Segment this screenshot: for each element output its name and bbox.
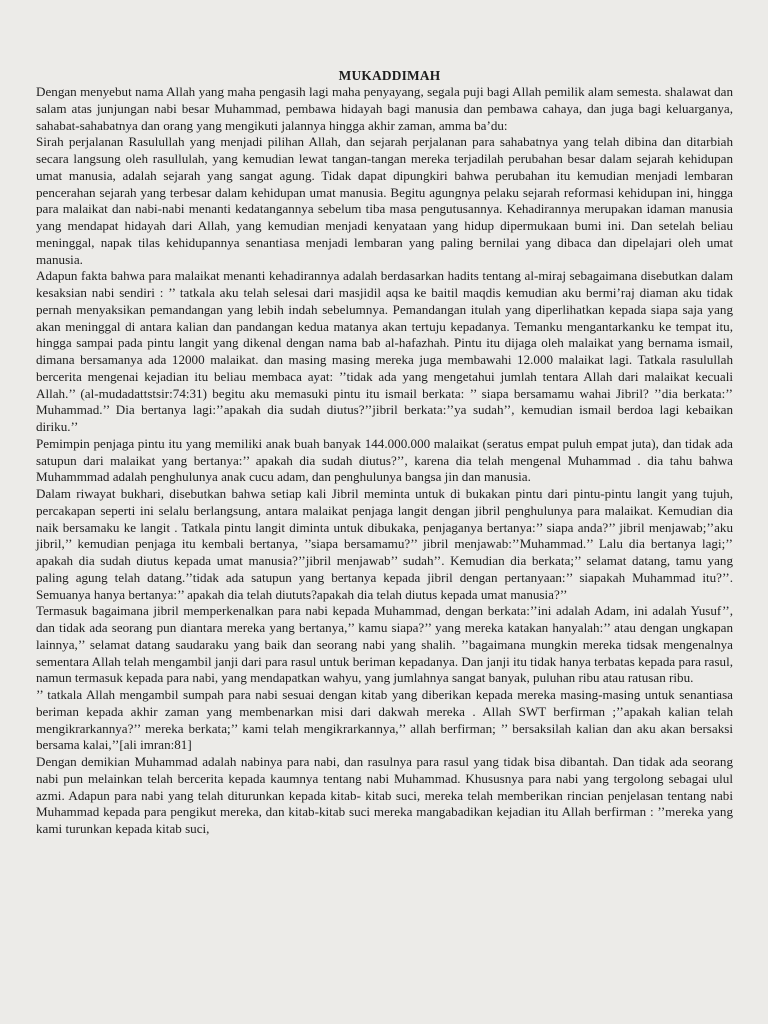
paragraph-miraj: Adapun fakta bahwa para malaikat menanti kehadirannya adalah berdasarkan hadits tentang al-miraj sebagaimana disebutkan dalam kesaksian nabi sendiri : ’’ tatkala aku telah selesai dari masjidil aqsa ke baitil maqdis kemudian aku bermi’raj diaman aku tidak pernah menyaksikan pemandangan yang lebih indah sebelumnya. Pemandangan itulah yang diperlihatkan kepada siapa saja yang akan meninggal di antara kalian dan pandangan kedua matanya akan tertuju kepadanya. Temanku mengantarkanku ke tempat itu, hingga sampai pada pintu langit yang dikenal dengan nama bab al-hafazhah. Pintu itu dijaga oleh malaikat yang bernama ismail, dimana bersamanya ada 12000 malaikat. dan masing masing mereka juga membawahi 12.000 malaikat lagi. Tatkala rasulullah bercerita mengenai kejadian itu beliau membaca ayat: ’’tidak ada yang mengetahui jumlah tentara Allah dari malaikat kecuali Allah.’’ (al-mudadattstsir:74:31) begitu aku memasuki pintu itu ismail berkata: ’’ siapa bersamamu wahai Jibril? ’’dia berkata:’’ Muhammad.’’ Dia bertanya lagi:’’apakah dia sudah diutus?’’jibril berkata:’’ya sudah’’, kemudian ismail berdoa lagi kebaikan diriku.’’: [36, 268, 733, 434]
paragraph-covenant: ’’ tatkala Allah mengambil sumpah para nabi sesuai dengan kitab yang diberikan kepada mereka masing-masing untuk senantiasa beriman kepada akhir zaman yang membenarkan misi dari dakwah mereka . Allah SWT berfirman ;’’apakah kalian telah mengikrarkannya?’’ mereka berkata;’’ kami telah mengikrarkannya,’’ allah berfirman; ’’ bersaksilah kalian dan aku akan bersaksi bersama kalai,’’[ali imran:81]: [36, 687, 733, 753]
paragraph-opening: Dengan menyebut nama Allah yang maha pengasih lagi maha penyayang, segala puji bagi Allah pemilik alam semesta. shalawat dan salam atas junjungan nabi besar Muhammad, pembawa hidayah bagi manusia dan pembawa cahaya, dan juga bagi keluarganya, sahabat-sahabatnya dan orang yang mengikuti jalannya hingga akhir zaman, amma ba’du:: [36, 84, 733, 133]
paragraph-gatekeeper: Pemimpin penjaga pintu itu yang memiliki anak buah banyak 144.000.000 malaikat (seratus empat puluh empat juta), dan tidak ada satupun dari malaikat yang bertanya:’’ apakah dia sudah diutus?’’, karena dia telah mengenal Muhammad . dia tahu bahwa Muhammmad adalah penghulunya anak cucu adam, dan penghulunya bangsa jin dan manusia.: [36, 435, 733, 485]
paragraph-sirah: Sirah perjalanan Rasulullah yang menjadi pilihan Allah, dan sejarah perjalanan para sahabatnya yang telah dibina dan ditarbiah secara langsung oleh rasullulah, yang kemudian lewat tangan-tangan mereka terjadilah perubahan besar dalam sejarah kehidupan umat manusia, adalah sejarah yang sangat agung. Tidak dapat dipungkiri bahwa perubahan itu kemudian menjadi lembaran pencerahan sejarah yang terbesar dalam kehidupan umat manusia. Begitu agungnya pelaku sejarah reformasi kehidupan ini, hingga para malaikat dan nabi-nabi menanti kedatangannya sebelum tiba masa pengutusannya. Kehadirannya merupakan idaman manusia yang mendapat hidayah dari Allah, yang kemudian menjadi kenyataan yang hidup dipermukaan bumi ini. Dan setelah beliau meninggal, napak tilas kehidupannya senantiasa menjadi lembaran yang paling bernilai yang dibaca dan dipelajari oleh umat manusia.: [36, 134, 733, 267]
document-body: [36, 67, 733, 838]
paragraph-prophets: Termasuk bagaimana jibril memperkenalkan para nabi kepada Muhammad, dengan berkata:’’ini adalah Adam, ini adalah Yusuf’’, dan tidak ada seorang pun diantara mereka yang bertanya,’’ kamu siapa?’’ yang mereka katakan hanyalah:’’ atau dengan ungkapan lainnya,’’ selamat datang saudaraku yang baik dan seorang nabi yang shalih. ’’bagaimana mungkin mereka tidsak mengenalnya sementara Allah telah mengambil janji dari para rasul untuk beriman kepadanya. Dan janji itu tidak hanya terbatas kepada para rasul, namun termasuk kepada para nabi, yang mendapatkan wahyu, yang jumlahnya sangat banyak, puluhan ribu atau ratusan ribu.: [36, 603, 733, 686]
paragraph-bukhari: Dalam riwayat bukhari, disebutkan bahwa setiap kali Jibril meminta untuk di bukakan pintu dari pintu-pintu langit yang tujuh, percakapan seperti ini selalu berlangsung, antara malaikat penjaga langit dengan jibril penghulunya para malaikat. Kemudian dia naik bersamaku ke langit . Tatkala pintu langit diminta untuk dibukaka, penjaganya bertanya:’’ siapa anda?’’ jibril menjawab;’’aku jibril,’’ kemudian penjaga itu kembali bertanya, ’’siapa bersamamu?’’ jibril menjawab:’’Muhammad.’’ Lalu dia bertanya lagi;’’ apakah dia sudah diutus kepada umat manusia?’’jibril menjawab’’ sudah’’. Kemudian dia berkata;’’ selamat datang, tamu yang paling agung telah datang.’’tidak ada satupun yang bertanya kepada jibril dengan pertanyaan:’’ siapakah Muhammad itu?’’. Semuanya hanya bertanya:’’ apakah dia telah diututs?apakah dia telah diutus kepada umat manusia?’’: [36, 486, 733, 602]
paragraph-conclusion: Dengan demikian Muhammad adalah nabinya para nabi, dan rasulnya para rasul yang tidak bisa dibantah. Dan tidak ada seorang nabi pun melainkan telah bercerita kepada kaumnya tentang nabi Muhammad. Khususnya para nabi yang tergolong sebagai ulul azmi. Adapun para nabi yang telah diturunkan kepada kitab- kitab suci, mereka telah memberikan rincian penjelasan tentang nabi Muhammad kepada para pengikut mereka, dan kitab-kitab suci mereka mangabadikan kejadian itu Allah berfirman : ’’mereka yang kami turunkan kepada kitab suci,: [36, 754, 733, 836]
document-title: MUKADDIMAH: [338, 68, 441, 83]
